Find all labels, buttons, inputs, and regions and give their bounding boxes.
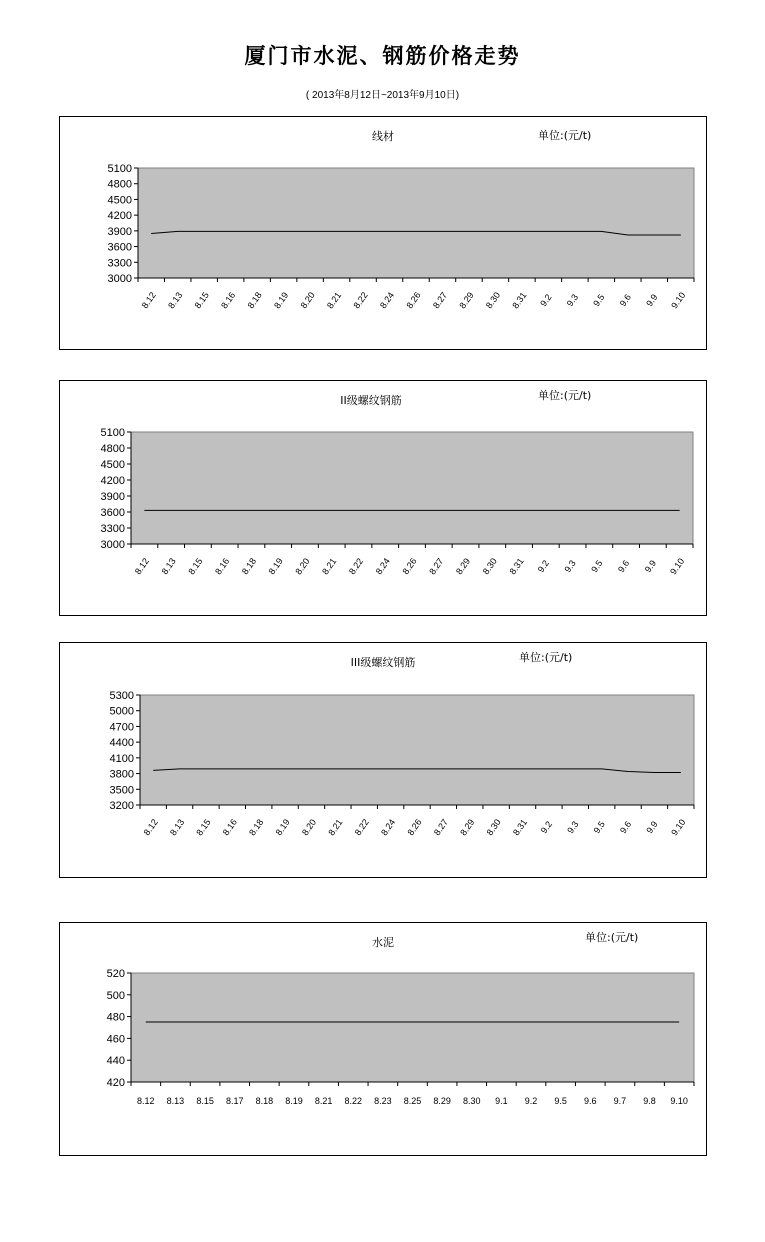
x-tick-label: 8.19 <box>285 1096 303 1106</box>
y-tick-label: 3000 <box>107 273 132 285</box>
page-title: 厦门市水泥、钢筋价格走势 <box>244 43 521 68</box>
y-tick-label: 3300 <box>100 523 125 535</box>
y-tick-label: 3200 <box>109 800 134 812</box>
x-tick-label: 9.9 <box>644 292 660 309</box>
x-tick-label: 8.15 <box>196 1096 214 1106</box>
x-tick-label: 8.26 <box>405 817 424 838</box>
chart-wire-rod <box>59 116 707 350</box>
x-tick-label: 8.24 <box>379 817 398 838</box>
chart-svg <box>60 381 706 615</box>
chart-unit: 单位:(元/t) <box>538 129 592 142</box>
x-tick-label: 8.20 <box>299 817 319 838</box>
x-tick-label: 8.26 <box>404 290 423 311</box>
x-tick-label: 9.3 <box>562 558 578 575</box>
x-tick-label: 8.22 <box>344 1096 363 1106</box>
y-tick-label: 4700 <box>109 721 134 734</box>
x-tick-label: 9.10 <box>669 817 688 838</box>
x-tick-label: 9.5 <box>591 819 607 836</box>
plot-area <box>131 432 693 544</box>
x-tick-label: 9.5 <box>591 292 607 309</box>
chart-title: II级螺纹钢筋 <box>340 394 402 407</box>
chart-unit: 单位:(元/t) <box>519 651 573 664</box>
x-tick-label: 8.29 <box>457 290 476 311</box>
chart-title: 水泥 <box>372 936 394 949</box>
x-tick-label: 9.6 <box>584 1096 597 1106</box>
chart-unit: 单位:(元/t) <box>538 389 592 402</box>
y-tick-label: 3000 <box>100 539 125 551</box>
x-tick-label: 8.18 <box>245 290 264 311</box>
x-tick-label: 9.6 <box>615 558 632 575</box>
x-tick-label: 8.31 <box>510 290 529 311</box>
y-tick-label: 4500 <box>107 194 132 207</box>
plot-area <box>140 695 694 805</box>
x-tick-label: 9.9 <box>642 558 659 575</box>
y-tick-label: 4800 <box>100 443 125 455</box>
x-tick-label: 9.1 <box>495 1096 508 1106</box>
x-tick-label: 8.29 <box>453 556 473 577</box>
x-tick-label: 9.6 <box>617 819 634 836</box>
x-tick-label: 9.3 <box>565 819 581 836</box>
x-tick-label: 9.10 <box>670 1096 688 1106</box>
x-tick-label: 8.19 <box>272 290 291 311</box>
x-tick-label: 8.29 <box>458 817 477 838</box>
x-tick-label: 8.13 <box>159 556 178 577</box>
x-tick-label: 8.29 <box>433 1096 451 1106</box>
y-tick-label: 5100 <box>107 163 132 175</box>
chart-svg <box>60 117 706 349</box>
y-tick-label: 480 <box>106 1011 125 1024</box>
y-tick-label: 3300 <box>107 257 132 270</box>
x-tick-label: 9.10 <box>669 290 688 311</box>
x-tick-label: 8.13 <box>167 817 187 838</box>
y-tick-label: 3600 <box>107 241 132 254</box>
x-tick-label: 9.2 <box>538 819 555 836</box>
x-tick-label: 8.24 <box>377 290 397 311</box>
x-tick-label: 8.27 <box>427 556 446 577</box>
x-tick-label: 9.9 <box>644 819 660 836</box>
y-tick-label: 4100 <box>109 752 134 765</box>
x-tick-label: 9.6 <box>617 292 634 309</box>
x-tick-label: 8.19 <box>266 556 285 577</box>
x-tick-label: 8.23 <box>374 1096 392 1106</box>
x-tick-label: 9.5 <box>589 558 605 575</box>
x-tick-label: 8.22 <box>346 556 366 577</box>
chart-grade2-rebar <box>59 380 707 616</box>
x-tick-label: 9.10 <box>668 556 687 577</box>
y-tick-label: 4800 <box>107 178 132 191</box>
x-tick-label: 8.12 <box>137 1096 155 1106</box>
x-tick-label: 8.18 <box>247 817 266 838</box>
x-tick-label: 9.2 <box>535 558 552 575</box>
x-tick-label: 8.21 <box>314 1096 333 1106</box>
page-subtitle: ( 2013年8月12日~2013年9月10日) <box>305 90 460 101</box>
x-tick-label: 8.30 <box>462 1096 481 1106</box>
x-tick-label: 9.2 <box>538 292 554 309</box>
x-tick-label: 9.7 <box>613 1096 627 1106</box>
plot-area <box>138 168 694 278</box>
x-tick-label: 9.8 <box>643 1096 656 1106</box>
x-tick-label: 8.25 <box>403 1096 422 1106</box>
chart-grade3-rebar <box>59 642 707 878</box>
y-tick-label: 3900 <box>107 225 132 238</box>
x-tick-label: 8.27 <box>431 817 451 838</box>
chart-unit: 单位:(元/t) <box>585 931 639 944</box>
chart-svg <box>60 923 706 1155</box>
y-tick-label: 3500 <box>109 784 134 797</box>
y-tick-label: 500 <box>106 989 125 1002</box>
x-tick-label: 8.22 <box>352 817 371 838</box>
x-tick-label: 8.13 <box>166 1096 185 1106</box>
x-tick-label: 8.15 <box>194 817 213 838</box>
x-tick-label: 9.5 <box>554 1096 567 1106</box>
y-tick-label: 4200 <box>107 210 132 223</box>
x-tick-label: 8.26 <box>400 556 419 577</box>
x-tick-label: 8.24 <box>373 556 392 577</box>
x-tick-label: 8.16 <box>219 290 238 311</box>
x-tick-label: 8.12 <box>132 556 152 577</box>
chart-title: 线材 <box>372 130 394 143</box>
x-tick-label: 8.16 <box>213 556 232 577</box>
x-tick-label: 8.21 <box>326 817 345 838</box>
x-tick-label: 8.17 <box>225 1096 244 1106</box>
x-tick-label: 8.30 <box>480 556 499 577</box>
y-tick-label: 4200 <box>100 475 125 487</box>
x-tick-label: 8.16 <box>220 817 239 838</box>
x-tick-label: 8.18 <box>255 1096 274 1106</box>
y-tick-label: 440 <box>106 1055 125 1068</box>
y-tick-label: 520 <box>106 968 125 980</box>
plot-area <box>131 973 694 1082</box>
x-tick-label: 8.21 <box>324 290 344 311</box>
x-tick-label: 8.15 <box>186 556 205 577</box>
x-tick-label: 8.31 <box>510 817 530 838</box>
x-tick-label: 8.21 <box>320 556 339 577</box>
y-tick-label: 5100 <box>100 427 125 439</box>
x-tick-label: 8.27 <box>430 290 450 311</box>
x-tick-label: 8.12 <box>141 817 160 838</box>
chart-title: III级螺纹钢筋 <box>350 656 416 669</box>
chart-cement <box>59 922 707 1156</box>
x-tick-label: 8.22 <box>351 290 370 311</box>
y-tick-label: 420 <box>106 1077 125 1089</box>
x-tick-label: 8.13 <box>166 290 185 311</box>
y-tick-label: 460 <box>106 1033 125 1046</box>
x-tick-label: 8.30 <box>483 290 503 311</box>
x-tick-label: 9.2 <box>524 1096 538 1106</box>
x-tick-label: 8.20 <box>298 290 317 311</box>
y-tick-label: 3600 <box>100 507 125 519</box>
x-tick-label: 9.3 <box>564 292 581 309</box>
x-tick-label: 8.18 <box>239 556 259 577</box>
x-tick-label: 8.31 <box>507 556 526 577</box>
x-tick-label: 8.15 <box>192 290 211 311</box>
chart-svg <box>60 643 706 877</box>
y-tick-label: 4400 <box>109 737 134 750</box>
y-tick-label: 5000 <box>109 705 134 718</box>
x-tick-label: 8.20 <box>293 556 312 577</box>
y-tick-label: 4500 <box>100 459 125 471</box>
x-tick-label: 8.19 <box>273 817 292 838</box>
y-tick-label: 3800 <box>109 768 134 781</box>
x-tick-label: 8.30 <box>484 817 503 838</box>
y-tick-label: 5300 <box>109 690 134 702</box>
x-tick-label: 8.12 <box>139 290 158 311</box>
y-tick-label: 3900 <box>100 491 125 503</box>
